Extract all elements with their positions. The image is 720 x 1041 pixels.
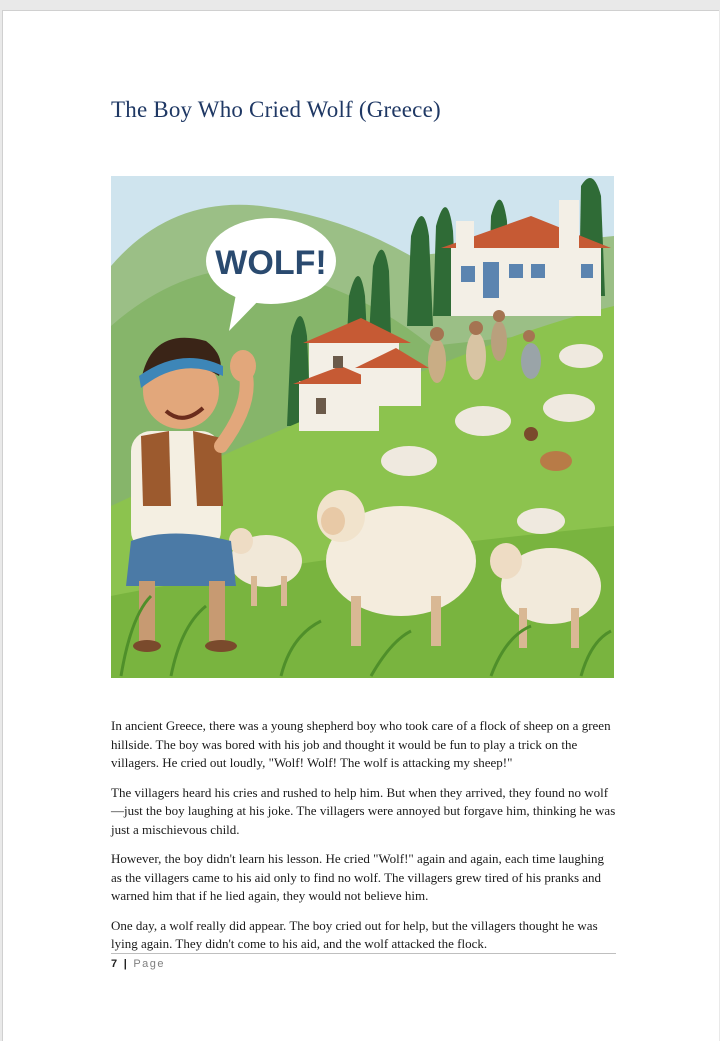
story-body bbox=[111, 717, 616, 965]
page-number: 7 bbox=[111, 958, 118, 970]
paragraph: However, the boy didn't learn his lesson. He cried "Wolf!" again and again, each time laughing as the villagers came to his aid only to find no wolf. The villagers grew tired of his pranks and warned him that if he lied again, they would not believe him. bbox=[111, 851, 604, 903]
page-title: The Boy Who Cried Wolf (Greece) bbox=[111, 97, 441, 122]
paragraph: In ancient Greece, there was a young shepherd boy who took care of a flock of sheep on a green hillside. The boy was bored with his job and thought it would be fun to play a trick on the villagers. He cried out loudly, "Wolf! Wolf! The wolf is attacking my sheep!" bbox=[111, 718, 611, 770]
page-label: Page bbox=[133, 958, 166, 970]
story-illustration bbox=[111, 176, 614, 678]
speech-bubble-text: WOLF! bbox=[215, 244, 327, 282]
paragraph: One day, a wolf really did appear. The boy cried out for help, but the villagers thought he was lying again. They didn't come to his aid, and the wolf attacked the flock. bbox=[111, 917, 598, 951]
paragraph: The villagers heard his cries and rushed to help him. But when they arrived, they found no wolf—just the boy laughing at his joke. The villagers were annoyed but forgave him, thinking he was just a mischievous child. bbox=[111, 784, 616, 837]
page-footer bbox=[111, 958, 165, 970]
footer-divider bbox=[111, 953, 616, 954]
footer-separator: | bbox=[123, 958, 127, 970]
document-page bbox=[2, 10, 719, 1041]
